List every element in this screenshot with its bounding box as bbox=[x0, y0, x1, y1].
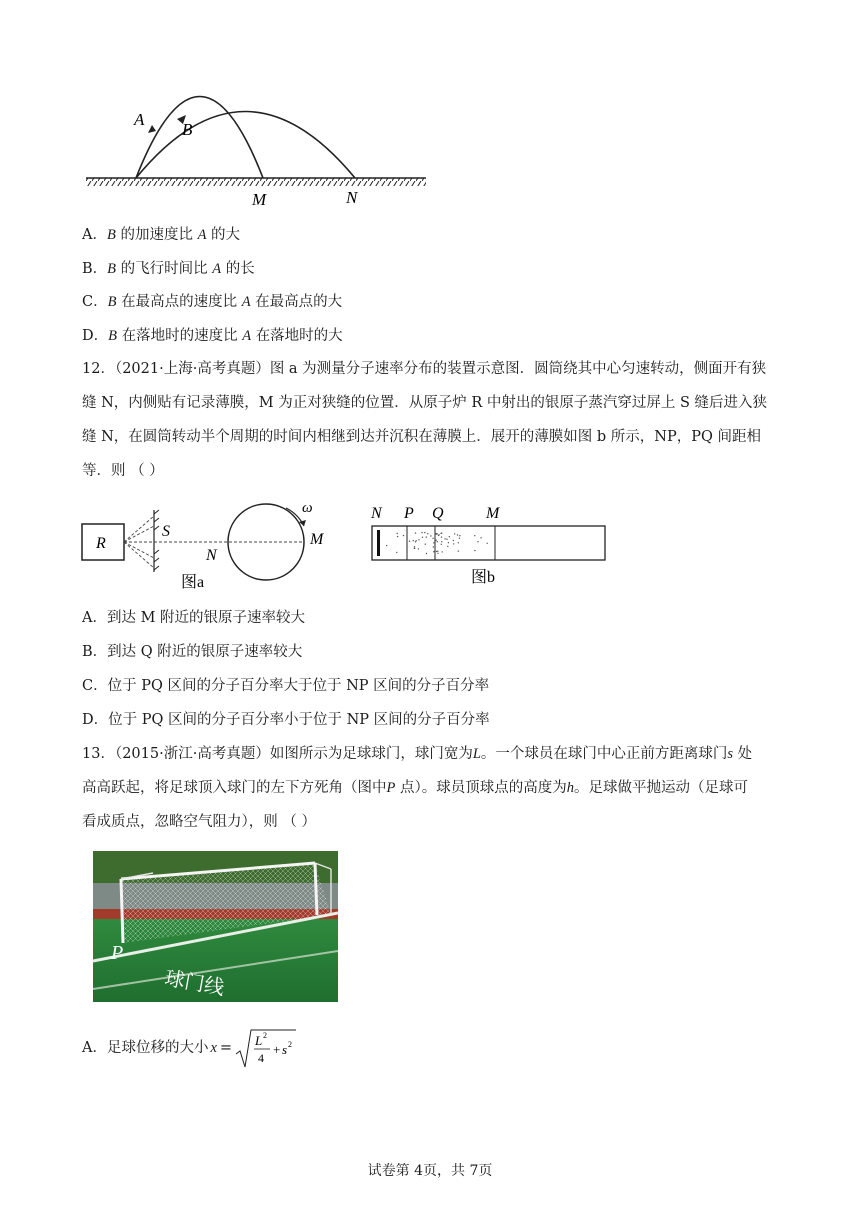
deposit-dot bbox=[437, 541, 438, 542]
deposit-dot bbox=[427, 533, 428, 534]
figure-b-film bbox=[368, 496, 613, 596]
deposit-dot bbox=[457, 534, 458, 535]
label-m: M bbox=[486, 505, 500, 522]
deposit-dot bbox=[424, 532, 425, 533]
arrow-a bbox=[148, 125, 156, 133]
deposit-dot bbox=[426, 536, 427, 537]
svg-text:2: 2 bbox=[263, 1031, 268, 1040]
goal-photo bbox=[93, 851, 338, 1002]
q11-option-b: B．B 的飞行时间比 A 的长 bbox=[82, 261, 255, 277]
deposit-dot bbox=[403, 535, 404, 536]
deposit-dot bbox=[418, 539, 419, 540]
deposit-dot bbox=[458, 550, 459, 551]
sqrt-expression bbox=[235, 1026, 297, 1070]
label-b: B bbox=[182, 120, 193, 139]
q11-option-d: D．B 在落地时的速度比 A 在落地时的大 bbox=[82, 328, 343, 344]
deposit-dot bbox=[433, 542, 434, 543]
label-m: M bbox=[252, 190, 267, 209]
deposit-dot bbox=[480, 537, 481, 538]
q12-option-b: B．到达 Q 附近的银原子速率较大 bbox=[82, 644, 303, 660]
deposit-dot bbox=[449, 536, 450, 537]
caption-b: 图b bbox=[471, 569, 496, 586]
deposit-dot bbox=[409, 541, 410, 542]
deposit-dot bbox=[436, 551, 437, 552]
deposit-dot bbox=[415, 532, 416, 533]
photo-label-p: P bbox=[111, 942, 124, 964]
q12-stem-line-3: 缝 N，在圆筒转动半个周期的时间内相继到达并沉积在薄膜上．展开的薄膜如图 b 所示，NP，PQ 间距相 bbox=[82, 429, 761, 445]
deposit-dot bbox=[438, 535, 439, 536]
label-s: S bbox=[162, 523, 170, 540]
label-n: N bbox=[346, 188, 358, 207]
deposit-dot bbox=[437, 551, 438, 552]
label-r: R bbox=[96, 535, 106, 552]
label-a: A bbox=[134, 110, 145, 129]
svg-text:2: 2 bbox=[288, 1040, 293, 1049]
label-n: N bbox=[371, 505, 382, 522]
deposit-dot bbox=[453, 540, 454, 541]
svg-text:L: L bbox=[255, 1033, 263, 1048]
deposit-dot bbox=[477, 541, 478, 542]
deposit-dot bbox=[422, 537, 423, 538]
deposit-dot bbox=[416, 540, 417, 541]
deposit-dot bbox=[414, 548, 415, 549]
deposit-dot bbox=[433, 551, 434, 552]
deposit-dot bbox=[454, 533, 455, 534]
label-p: P bbox=[404, 505, 414, 522]
deposit-dot bbox=[430, 535, 431, 536]
q12-option-c: C．位于 PQ 区间的分子百分率大于位于 NP 区间的分子百分率 bbox=[82, 678, 490, 694]
q11-option-a: A．B 的加速度比 A 的大 bbox=[82, 227, 241, 243]
photo-label-goal-line: 球门线 bbox=[162, 967, 226, 1000]
deposit-dot bbox=[442, 551, 443, 552]
deposit-dot bbox=[436, 533, 437, 534]
label-m: M bbox=[310, 531, 324, 548]
deposit-dot bbox=[446, 539, 447, 540]
deposit-dot bbox=[432, 538, 433, 539]
label-n: N bbox=[206, 547, 217, 564]
q13-stem-line-3: 看成质点，忽略空气阻力），则 （ ） bbox=[82, 814, 316, 830]
deposit-dot bbox=[397, 533, 398, 534]
deposit-dot bbox=[474, 550, 475, 551]
deposit-dot bbox=[396, 552, 397, 553]
deposit-dot bbox=[441, 536, 442, 537]
var-x: x bbox=[210, 1040, 217, 1056]
deposit-dot bbox=[386, 545, 387, 546]
deposit-dot bbox=[441, 541, 442, 542]
deposit-dot bbox=[397, 536, 398, 537]
deposit-dot bbox=[433, 546, 434, 547]
deposit-dot bbox=[437, 553, 438, 554]
trajectory-b bbox=[136, 112, 355, 179]
figure-a-apparatus bbox=[78, 496, 348, 596]
trajectory-a bbox=[136, 97, 263, 179]
deposit-dot bbox=[435, 540, 436, 541]
deposit-dot bbox=[458, 542, 459, 543]
deposit-dot bbox=[426, 553, 427, 554]
deposit-dot bbox=[418, 548, 419, 549]
deposit-dot bbox=[447, 546, 448, 547]
film-dark-mark bbox=[377, 530, 380, 556]
deposit-dot bbox=[444, 538, 445, 539]
q12-option-d: D．位于 PQ 区间的分子百分率小于位于 NP 区间的分子百分率 bbox=[82, 712, 490, 728]
page-footer: 试卷第 4页，共 7页 bbox=[367, 1163, 493, 1179]
deposit-dot bbox=[474, 535, 475, 536]
label-q: Q bbox=[432, 505, 444, 522]
deposit-dot bbox=[441, 544, 442, 545]
q12-stem-line-1: 12．（2021·上海·高考真题）图 a 为测量分子速率分布的装置示意图．圆筒绕其中心匀速转动，侧面开有狭 bbox=[82, 361, 767, 377]
deposit-dot bbox=[440, 533, 441, 534]
ground-hatch bbox=[86, 178, 426, 186]
svg-text:s: s bbox=[282, 1042, 288, 1057]
deposit-dot bbox=[459, 538, 460, 539]
deposit-dot bbox=[414, 546, 415, 547]
q12-option-a: A．到达 M 附近的银原子速率较大 bbox=[82, 610, 306, 626]
deposit-dot bbox=[425, 544, 426, 545]
svg-text:+: + bbox=[273, 1042, 281, 1057]
projectile-figure bbox=[80, 85, 430, 210]
svg-text:4: 4 bbox=[258, 1051, 265, 1065]
q13-stem-line-1: 13．（2015·浙江·高考真题）如图所示为足球球门，球门宽为L。一个球员在球门中心正前方距离球门s 处 bbox=[82, 746, 753, 762]
q12-stem-line-2: 缝 N，内侧贴有记录薄膜，M 为正对狭缝的位置．从原子炉 R 中射出的银原子蒸汽穿过屏上 S 缝后进入狭 bbox=[82, 395, 768, 411]
caption-a: 图a bbox=[181, 574, 205, 591]
deposit-dot bbox=[421, 532, 422, 533]
deposit-dot bbox=[453, 543, 454, 544]
deposit-dot bbox=[448, 542, 449, 543]
q12-stem-line-4: 等．则 （ ） bbox=[82, 463, 164, 479]
deposit-dot bbox=[459, 535, 460, 536]
deposit-dot bbox=[413, 540, 414, 541]
label-omega: ω bbox=[302, 500, 313, 516]
q13-stem-line-2: 高高跃起，将足球顶入球门的左下方死角（图中P 点）。球员顶球点的高度为h。足球做平抛运动（足球可 bbox=[82, 780, 748, 796]
deposit-dots bbox=[386, 532, 488, 554]
q11-option-c: C．B 在最高点的速度比 A 在最高点的大 bbox=[82, 294, 343, 310]
q13-option-a: A．足球位移的大小 x = L 2 4 + s 2 bbox=[82, 1026, 297, 1070]
deposit-dot bbox=[487, 543, 488, 544]
